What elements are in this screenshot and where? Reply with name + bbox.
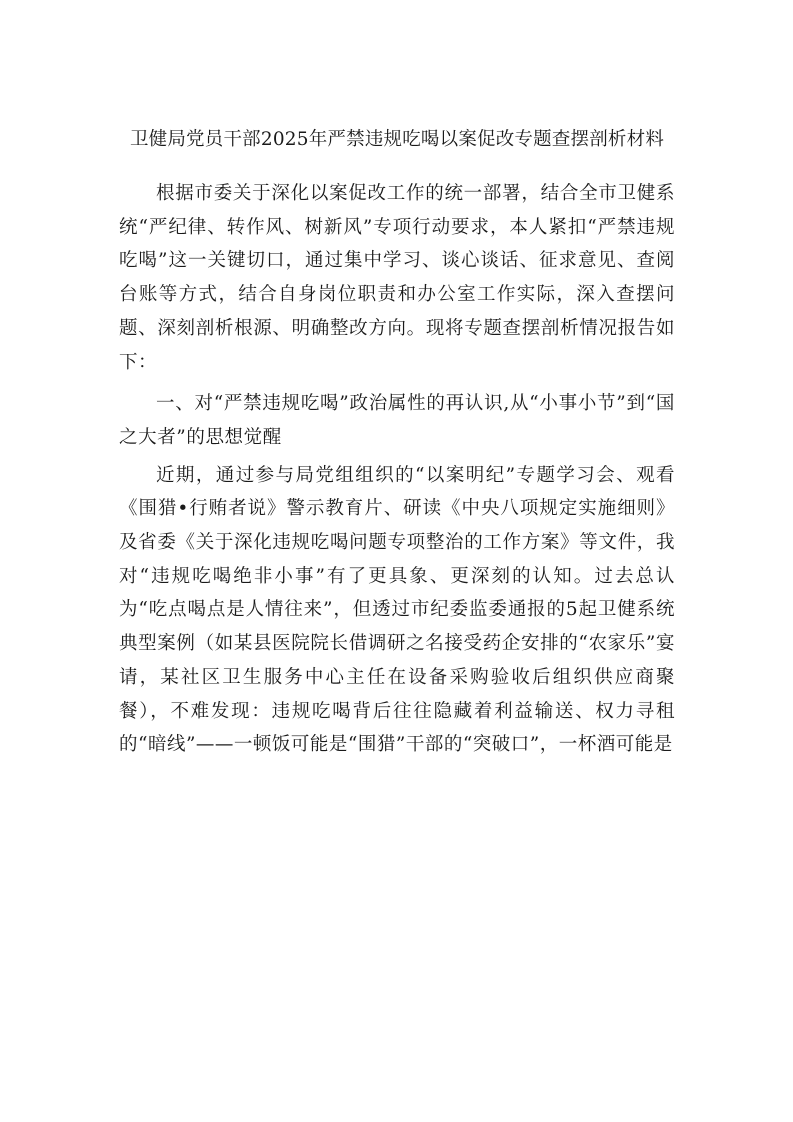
section-heading: 一、对“严禁违规吃喝”政治属性的再认识,从“小事小节”到“国之大者”的思想觉醒: [119, 393, 675, 448]
document-title: 卫健局党员干部2025年严禁违规吃喝以案促改专题查摆剖析材料: [129, 129, 665, 150]
document-body: [119, 118, 675, 762]
body-paragraph: 近期，通过参与局党组组织的“以案明纪”专题学习会、观看《围猎•行贿者说》警示教育片、研读《中央八项规定实施细则》及省委《关于深化违规吃喝问题专项整治的工作方案》等文件，我对“违规吃喝绝非小事”有了更具象、更深刻的认知。过去总认为“吃点喝点是人情往来”，但透过市纪委监委通报的5起卫健系统典型案例（如某县医院院长借调研之名接受药企安排的“农家乐”宴请，某社区卫生服务中心主任在设备采购验收后组织供应商聚餐），不难发现：违规吃喝背后往往隐藏着利益输送、权力寻租的“暗线”——一顿饭可能是“围猎”干部的“突破口”，一杯酒可能是: [119, 464, 675, 756]
intro-paragraph: 根据市委关于深化以案促改工作的统一部署，结合全市卫健系统“严纪律、转作风、树新风”专项行动要求，本人紧扣“严禁违规吃喝”这一关键切口，通过集中学习、谈心谈话、征求意见、查阅台账等方式，结合自身岗位职责和办公室工作实际，深入查摆问题、深刻剖析根源、明确整改方向。现将专题查摆剖析情况报告如下：: [119, 183, 675, 373]
